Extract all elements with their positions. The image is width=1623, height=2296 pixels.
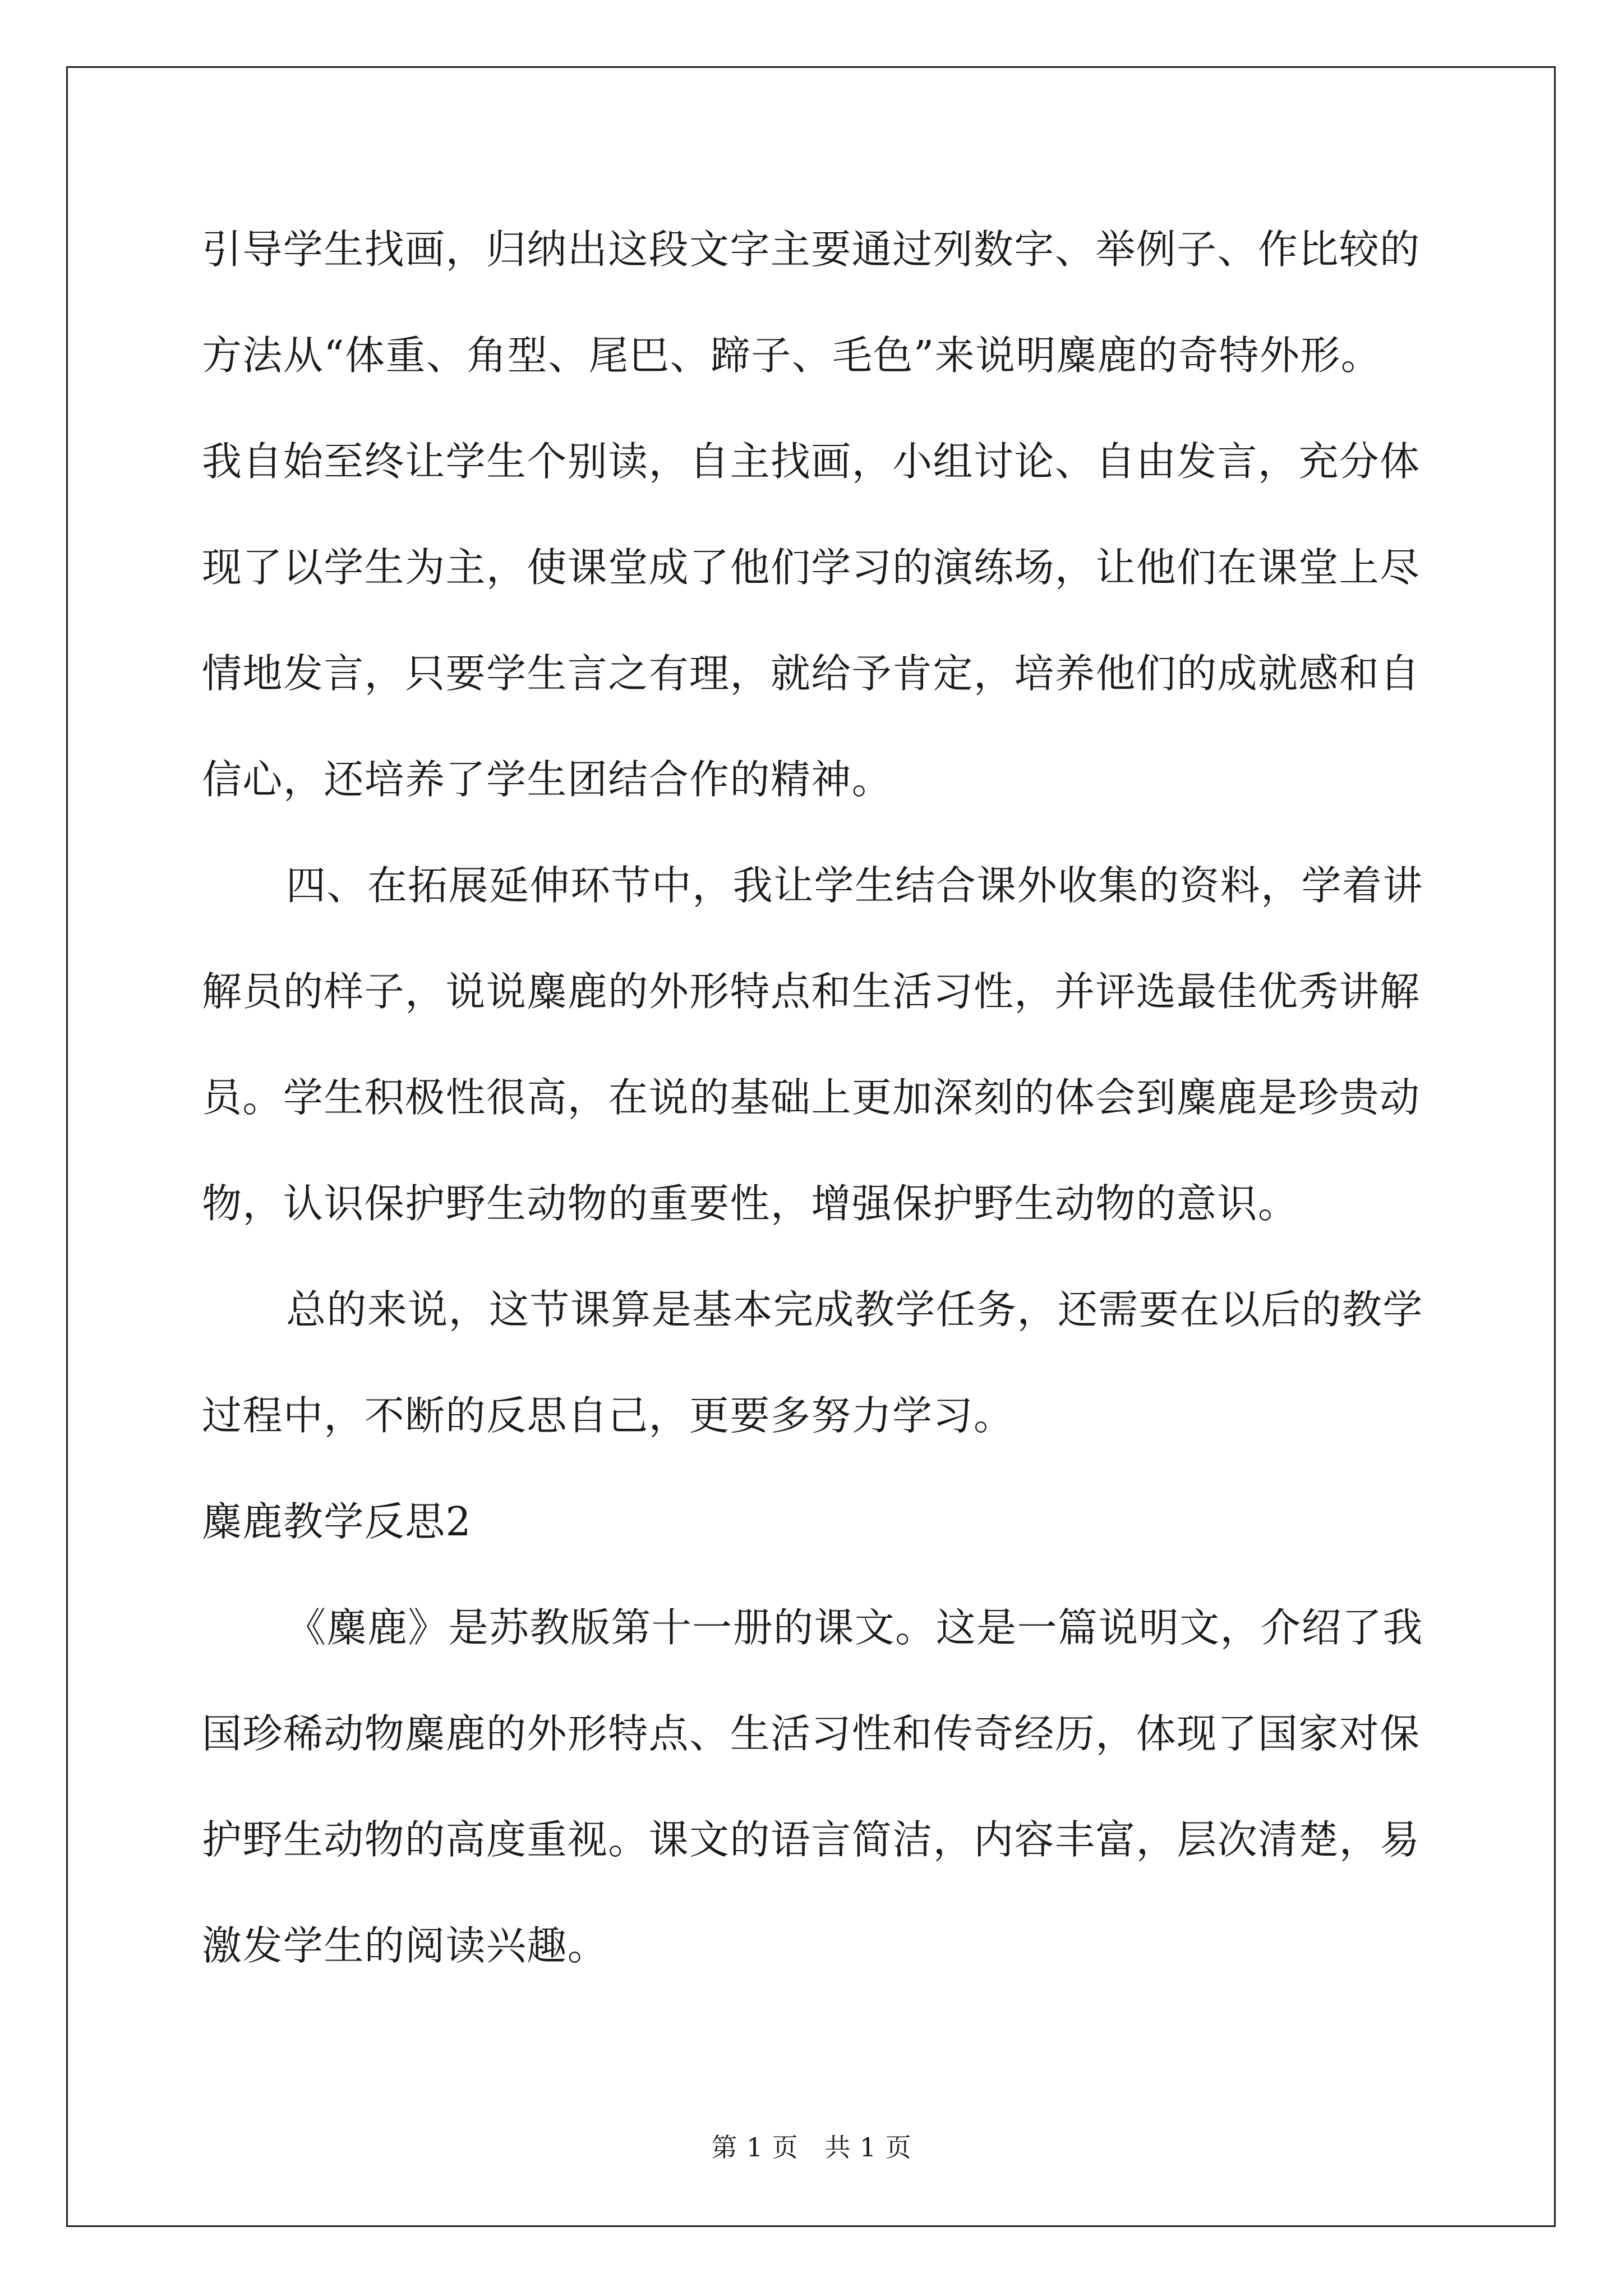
- text-line: 我自始至终让学生个别读，自主找画，小组讨论、自由发言，充分体: [202, 438, 1421, 485]
- text-line: 情地发言，只要学生言之有理，就给予肯定，培养他们的成就感和自: [202, 650, 1421, 697]
- section-heading: 麋鹿教学反思2: [202, 1498, 472, 1545]
- text-line: 四、在拓展延伸环节中，我让学生结合课外收集的资料，学着讲: [286, 862, 1423, 909]
- text-line: 解员的样子，说说麋鹿的外形特点和生活习性，并评选最佳优秀讲解: [202, 968, 1421, 1015]
- text-line: 现了以学生为主，使课堂成了他们学习的演练场，让他们在课堂上尽: [202, 544, 1421, 591]
- text-line: 引导学生找画，归纳出这段文字主要通过列数字、举例子、作比较的: [202, 226, 1421, 273]
- page-footer: 第 1 页 共 1 页: [711, 2132, 912, 2162]
- text-line: 物，认识保护野生动物的重要性，增强保护野生动物的意识。: [202, 1180, 1299, 1227]
- text-line: 信心，还培养了学生团结合作的精神。: [202, 756, 893, 803]
- text-line: 员。学生积极性很高，在说的基础上更加深刻的体会到麋鹿是珍贵动: [202, 1074, 1421, 1121]
- text-line: 激发学生的阅读兴趣。: [202, 1922, 608, 1969]
- text-line: 国珍稀动物麋鹿的外形特点、生活习性和传奇经历，体现了国家对保: [202, 1710, 1421, 1757]
- text-line: 总的来说，这节课算是基本完成教学任务，还需要在以后的教学: [286, 1286, 1423, 1333]
- document-body: [202, 208, 1424, 2010]
- text-line: 方法从“体重、角型、尾巴、蹄子、毛色”来说明麋鹿的奇特外形。: [202, 332, 1382, 379]
- text-line: 护野生动物的高度重视。课文的语言简洁，内容丰富，层次清楚，易: [202, 1816, 1421, 1863]
- text-line: 《麋鹿》是苏教版第十一册的课文。这是一篇说明文，介绍了我: [286, 1604, 1423, 1651]
- text-line: 过程中，不断的反思自己，更要多努力学习。: [202, 1392, 1015, 1439]
